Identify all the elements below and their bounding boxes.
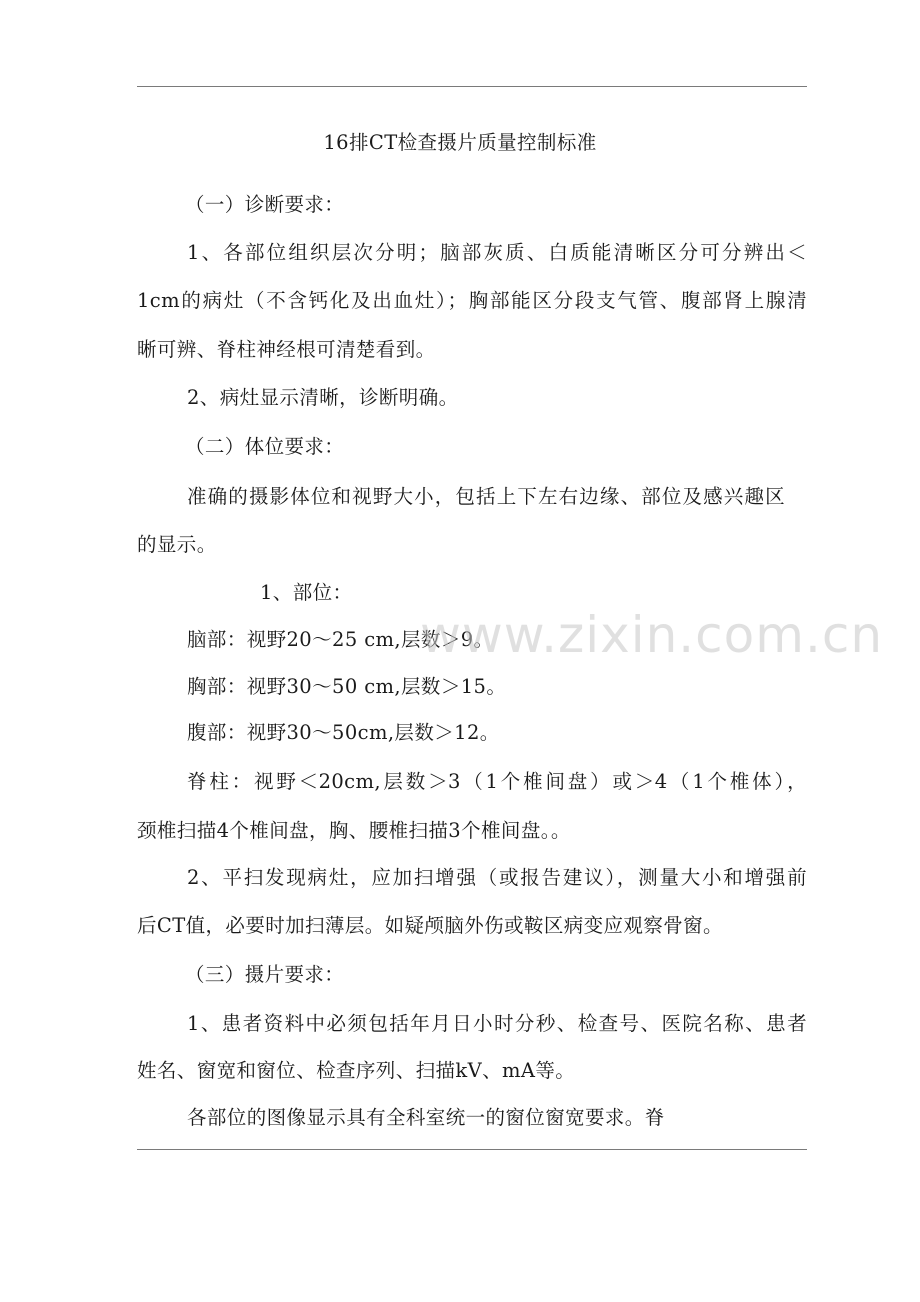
watermark-text: www.zixin.com.cn — [420, 606, 884, 664]
paragraph-line: 姓名、窗宽和窗位、检查序列、扫描kV、mA等。 — [137, 1059, 576, 1082]
spec-chest: 胸部：视野30～50 cm,层数＞15。 — [187, 675, 507, 698]
paragraph-line: 准确的摄影体位和视野大小，包括上下左右边缘、部位及感兴趣区 — [187, 485, 785, 508]
paragraph-line: 后CT值，必要时加扫薄层。如疑颅脑外伤或鞍区病变应观察骨窗。 — [137, 914, 723, 937]
header-rule — [137, 86, 807, 87]
paragraph-line: 1、各部位组织层次分明；脑部灰质、白质能清晰区分可分辨出＜ — [187, 241, 807, 264]
paragraph-line: 各部位的图像显示具有全科室统一的窗位窗宽要求。脊 — [187, 1106, 665, 1129]
section-heading-filming: （三）摄片要求： — [185, 963, 345, 986]
paragraph-line: 1cm的病灶（不含钙化及出血灶）；胸部能区分段支气管、腹部肾上腺清 — [137, 289, 807, 312]
section-heading-diagnosis: （一）诊断要求： — [185, 193, 345, 216]
spec-brain: 脑部：视野20～25 cm,层数＞9。 — [187, 628, 494, 651]
paragraph-line: 2、平扫发现病灶，应加扫增强（或报告建议），测量大小和增强前 — [187, 866, 807, 889]
spec-spine: 脊柱：视野＜20cm,层数＞3（1个椎间盘）或＞4（1个椎体）， — [187, 770, 807, 793]
paragraph-line: 颈椎扫描4个椎间盘，胸、腰椎扫描3个椎间盘。。 — [137, 819, 571, 842]
sub-heading-parts: 1、部位： — [260, 581, 353, 604]
paragraph-line: 1、患者资料中必须包括年月日小时分秒、检查号、医院名称、患者 — [187, 1012, 807, 1035]
footer-rule — [137, 1149, 807, 1150]
paragraph-line: 晰可辨、脊柱神经根可清楚看到。 — [137, 338, 436, 361]
section-heading-position: （二）体位要求： — [185, 435, 345, 458]
paragraph-line: 2、病灶显示清晰，诊断明确。 — [187, 386, 459, 409]
spec-abdomen: 腹部：视野30～50cm,层数＞12。 — [187, 721, 500, 744]
document-title: 16排CT检查摄片质量控制标准 — [323, 131, 597, 154]
paragraph-line: 的显示。 — [137, 533, 217, 556]
